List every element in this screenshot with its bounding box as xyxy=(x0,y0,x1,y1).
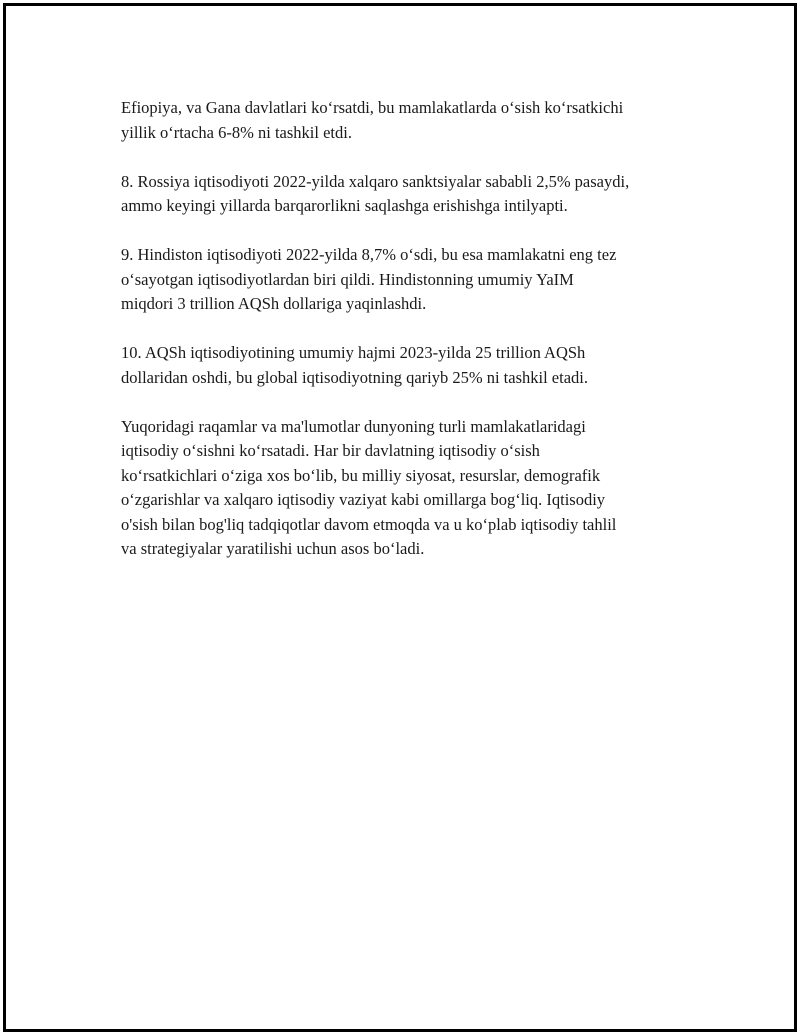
text-line: dollaridan oshdi, bu global iqtisodiyotning qariyb 25% ni tashkil etadi. xyxy=(121,367,588,387)
text-line: iqtisodiy o‘sishni ko‘rsatadi. Har bir davlatning iqtisodiy o‘sish xyxy=(121,441,540,460)
text-line: o‘zgarishlar va xalqaro iqtisodiy vaziyat kabi omillarga bog‘liq. Iqtisodiy xyxy=(121,490,606,509)
text-line: ko‘rsatkichlari o‘ziga xos bo‘lib, bu milliy siyosat, resurslar, demografik xyxy=(121,465,601,485)
text-line: Yuqoridagi raqamlar va ma'lumotlar dunyoning turli mamlakatlaridagi xyxy=(121,416,586,436)
text-line: 10. AQSh iqtisodiyotining umumiy hajmi 2023-yilda 25 trillion AQSh xyxy=(121,343,586,362)
text-line: yillik o‘rtacha 6-8% ni tashkil etdi. xyxy=(121,122,352,142)
text-line: Efiopiya, va Gana davlatlari ko‘rsatdi, bu mamlakatlarda o‘sish ko‘rsatkichi xyxy=(121,98,624,117)
page-frame xyxy=(3,3,797,1032)
paragraph-conclusion xyxy=(121,415,696,562)
text-line: o'sish bilan bog'liq tadqiqotlar davom etmoqda va u ko‘plab iqtisodiy tahlil xyxy=(121,514,617,534)
text-line: o‘sayotgan iqtisodiyotlardan biri qildi. Hindistonning umumiy YaIM xyxy=(121,269,574,289)
text-line: ammo keyingi yillarda barqarorlikni saqlashga erishishga intilyapti. xyxy=(121,196,568,215)
paragraph-item-8-russia xyxy=(121,170,696,219)
text-line: va strategiyalar yaratilishi uchun asos bo‘ladi. xyxy=(121,539,425,558)
text-line: miqdori 3 trillion AQSh dollariga yaqinlashdi. xyxy=(121,294,427,313)
text-line: 9. Hindiston iqtisodiyoti 2022-yilda 8,7% o‘sdi, bu esa mamlakatni eng tez xyxy=(121,245,617,264)
paragraph-african-growth xyxy=(121,96,696,145)
document-body xyxy=(121,96,696,586)
text-line: 8. Rossiya iqtisodiyoti 2022-yilda xalqaro sanktsiyalar sababli 2,5% pasaydi, xyxy=(121,171,630,191)
paragraph-item-10-usa xyxy=(121,341,696,390)
paragraph-item-9-india xyxy=(121,243,696,317)
